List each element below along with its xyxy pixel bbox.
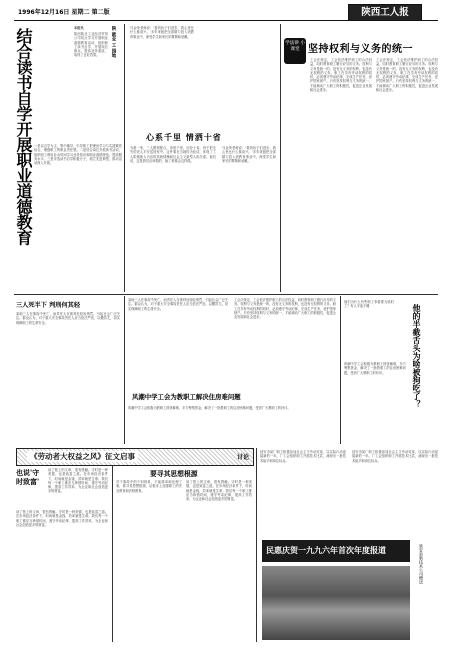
col-divider-1 [124, 24, 125, 292]
banner-suffix: 讨论 [236, 454, 249, 461]
lower-right-story [260, 448, 440, 642]
lower-left-story [14, 466, 110, 642]
kicker: 陕 就业 工 园地 [111, 26, 116, 58]
footer-photo [262, 566, 410, 640]
law-column [284, 24, 440, 292]
essay-intro: 马金荣老师说：'看到孩子们进步，我心里比什么都高兴。'多年来她把全部精力投入到教育事业中，深受学生和家长的尊敬和爱戴。 [130, 26, 194, 39]
masthead [0, 0, 450, 22]
mid-right-body: 风潮中学工会积极为教职工排忧解难，多方筹集资金，解决了一批教职工的住房困难问题，受到广大教职工的好评。 [344, 362, 406, 375]
footer-ad-text: 民惠庆贺一九九六年首次年度报道 [266, 545, 386, 555]
mid-left-body: 某地三人在事故中死亡，而责任人仅被判处较轻刑罚，引起社会广泛关注。群众认为，对于重大安全事故责任人应当依法严惩，以儆效尤，切实保障职工的生命安全。 [16, 312, 120, 325]
mid-center-story [128, 296, 338, 446]
lower-mid-body-b: 读了报上的文章，很有感触。守时是一种美德，也是致富之道。在市场经济条件下，时间就是金钱，效率就是生命。我们每一个职工都应当珍惜时间，遵守劳动纪律，提高工作效率，为企业和社会创造更多的财富。 [186, 480, 252, 502]
headline-vertical: 结合读书自学开展职业道德教育 [14, 28, 33, 245]
mid-left-story [14, 296, 122, 446]
mid-center-body-a: 某地三人在事故中死亡，而责任人仅被判处较轻刑罚，引起社会广泛关注。群众认为，对于重大安全事故责任人应当依法严惩，以儆效尤，切实保障职工的生命安全。 [128, 298, 228, 311]
law-badge-text: 学法律 小课堂 [285, 41, 305, 52]
col-divider-2 [280, 24, 281, 292]
lower-left-body-b: 读了报上的文章，很有感触。守时是一种美德，也是致富之道。在市场经济条件下，时间就是金钱，效率就是生命。我们每一个职工都应当珍惜时间，遵守劳动纪律，提高工作效率，为企业和社会创造更多的财富。 [16, 510, 108, 527]
lower-mid-body-a: 对于事故中的个别现象，不能简单地处理了事，要寻其思想根源，从根本上加强职工的安全教育和法制教育。 [116, 480, 182, 493]
wide-headline: 风潮中学工会为教职工解决住房难问题 [132, 393, 241, 401]
paper-name [348, 4, 422, 21]
lower-mid-headline: 要寻其思想根源 [150, 470, 198, 478]
section-rule-1 [14, 294, 438, 295]
lead-text: 陕西陕北工业经济贸易公司结合学习开展职业道德教育活动，组织职工读书自学，开展岗位练兵，提高业务素质，取得了良好效果。 [74, 32, 108, 58]
mid-right-headline: 他的半截舌头为啥被狗吃了？ [412, 304, 422, 408]
author-line: 本报讯 [74, 26, 84, 30]
mid-right-story [344, 296, 440, 446]
footer-side-note: 延安县新技术公司赠送 [419, 544, 424, 584]
mid-left-headline: 三人死半下 判刑何其轻 [16, 302, 81, 309]
lower-left-headline: 也说'守时致富' [16, 468, 40, 486]
col-divider-4 [340, 296, 341, 444]
story-reading-ethics [14, 24, 122, 286]
essay-body: 为救一家，三人默契配合，奔波千里，历经十省，终于把走失的老人平安送回家中。这件事在当地传为佳话，体现了工人阶级助人为乐的高尚情操和社会主义新型人际关系。他们说，这是我们应该做的，换了谁都会这样做。 [130, 146, 216, 163]
essay-side: 马金荣老师说：'看到孩子们进步，我心里比什么都高兴。'多年来她把全部精力投入到教育事业中，深受学生和家长的尊敬和爱戴。 [222, 146, 276, 163]
law-body-a: 工会法规定，工会依法维护职工的合法权益，同时教育职工履行应尽的义务。权利与义务是统一的，没有无义务的权利，也没有无权利的义务。职工在享有劳动权利的同时，必须遵守劳动纪律，完成生产任务，爱护国家财产。只有坚持权利与义务的统一，才能调动广大职工的积极性，促进企业发展和社会进步。 [310, 58, 372, 93]
date-line: 1996年12月16日 星期二 第二版 [18, 9, 110, 16]
lower-right-body-a: 延安市某厂职工积极参加社会主义劳动竞赛，以实际行动迎接新的一年。厂工会组织职工开展技术比武，涌现出一批技术能手和岗位标兵。 [260, 450, 346, 463]
lower-right-body-b: 延安市某厂职工积极参加社会主义劳动竞赛，以实际行动迎接新的一年。厂工会组织职工开展技术比武，涌现出一批技术能手和岗位标兵。 [352, 450, 438, 463]
col-divider-6 [256, 448, 257, 642]
lower-left-body-a: 读了报上的文章，很有感触。守时是一种美德，也是致富之道。在市场经济条件下，时间就是金钱，效率就是生命。我们每一个职工都应当珍惜时间，遵守劳动纪律，提高工作效率，为企业和社会创造更多的财富。 [48, 468, 108, 494]
law-body-b: 工会法规定，工会依法维护职工的合法权益，同时教育职工履行应尽的义务。权利与义务是统一的，没有无义务的权利，也没有无权利的义务。职工在享有劳动权利的同时，必须遵守劳动纪律，完成生产任务，爱护国家财产。只有坚持权利与义务的统一，才能调动广大职工的积极性，促进企业发展和社会进步。 [376, 58, 438, 93]
essay-contest-banner [16, 448, 254, 466]
essay-block [128, 24, 278, 292]
body-text: 一是以自学为主，集中辅导，引导职工把理论学习与实践紧密结合，增强职工的职业责任感。二是结合岗位开展读书活动，组织职工利用业余时间学习业务知识和职业道德规范，提高服务水平。三是评选读书自学积极分子，树立先进典型，推动活动深入开展。 [34, 144, 122, 166]
footer-ad-banner [262, 540, 410, 562]
lower-mid-story [116, 466, 254, 642]
masthead-rule [14, 20, 438, 21]
paper-name-text: 陕西工人报 [361, 7, 409, 18]
mid-right-question: 他们为什么有些职工争着要当临时工？有人半夜不睡 [344, 300, 394, 309]
col-divider-5 [112, 466, 113, 642]
mid-center-body-b: 工会法规定，工会依法维护职工的合法权益，同时教育职工履行应尽的义务。权利与义务是统一的，没有无义务的权利，也没有无权利的义务。职工在享有劳动权利的同时，必须遵守劳动纪律，完成生产任务，爱护国家财产。只有坚持权利与义务的统一，才能调动广大职工的积极性，促进企业发展和社会进步。 [234, 298, 336, 320]
banner-text: 《劳动者大权益之风》征文启事 [27, 451, 138, 462]
law-banner: 坚持权利与义务的统一 [308, 44, 413, 55]
law-badge [284, 38, 306, 64]
essay-title: 心系千里 情洒十省 [146, 132, 222, 142]
wide-body: 风潮中学工会积极为教职工排忧解难，多方筹集资金，解决了一批教职工的住房困难问题，受到广大教职工的好评。 [128, 406, 291, 410]
col-divider-3 [124, 296, 125, 444]
